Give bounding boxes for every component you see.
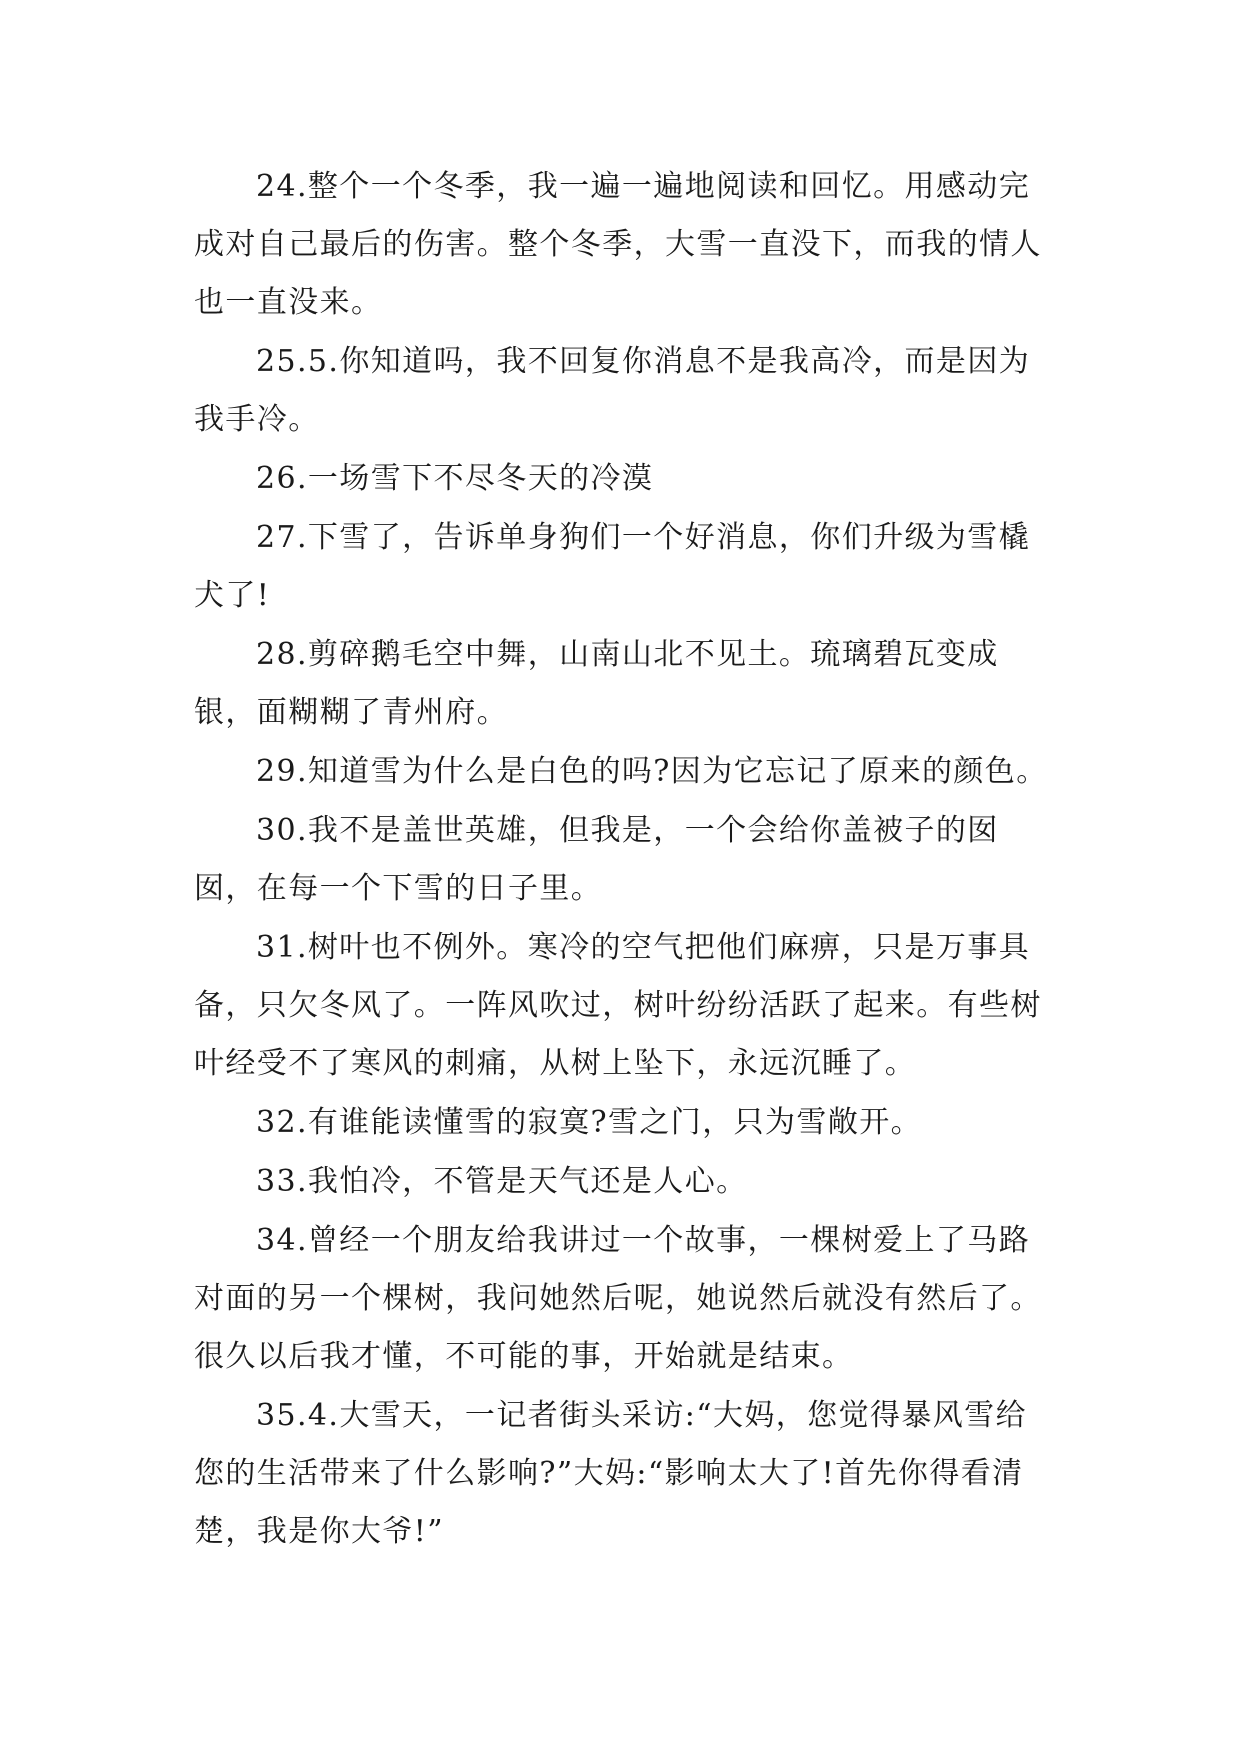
paragraph-34: 34.曾经一个朋友给我讲过一个故事，一棵树爱上了马路对面的另一个棵树，我问她然后呢，她说然后就没有然后了。很久以后我才懂，不可能的事，开始就是结束。 [194, 1223, 1042, 1374]
paragraph-27: 27.下雪了，告诉单身狗们一个好消息，你们升级为雪橇犬了! [194, 520, 1031, 613]
paragraph-33: 33.我怕冷，不管是天气还是人心。 [256, 1164, 748, 1199]
paragraph-31: 31.树叶也不例外。寒冷的空气把他们麻痹，只是万事具备，只欠冬风了。一阵风吹过，树叶纷纷活跃了起来。有些树叶经受不了寒风的刺痛，从树上坠下，永远沉睡了。 [194, 930, 1042, 1081]
document-body [194, 158, 1054, 1561]
paragraph-25: 25.5.你知道吗，我不回复你消息不是我高冷，而是因为我手冷。 [194, 344, 1031, 437]
paragraph-32: 32.有谁能读懂雪的寂寞?雪之门，只为雪敞开。 [256, 1105, 922, 1140]
paragraph-26: 26.一场雪下不尽冬天的冷漠 [256, 461, 654, 496]
paragraph-28: 28.剪碎鹅毛空中舞，山南山北不见土。琉璃碧瓦变成银，面糊糊了青州府。 [194, 637, 999, 730]
paragraph-24: 24.整个一个冬季，我一遍一遍地阅读和回忆。用感动完成对自己最后的伤害。整个冬季，大雪一直没下，而我的情人也一直没来。 [194, 169, 1042, 320]
paragraph-30: 30.我不是盖世英雄，但我是，一个会给你盖被子的囡囡，在每一个下雪的日子里。 [194, 813, 999, 906]
paragraph-35: 35.4.大雪天，一记者街头采访:“大妈，您觉得暴风雪给您的生活带来了什么影响?”大妈:“影响太大了!首先你得看清楚，我是你大爷!” [194, 1398, 1027, 1549]
paragraph-29: 29.知道雪为什么是白色的吗?因为它忘记了原来的颜色。 [256, 754, 1048, 789]
